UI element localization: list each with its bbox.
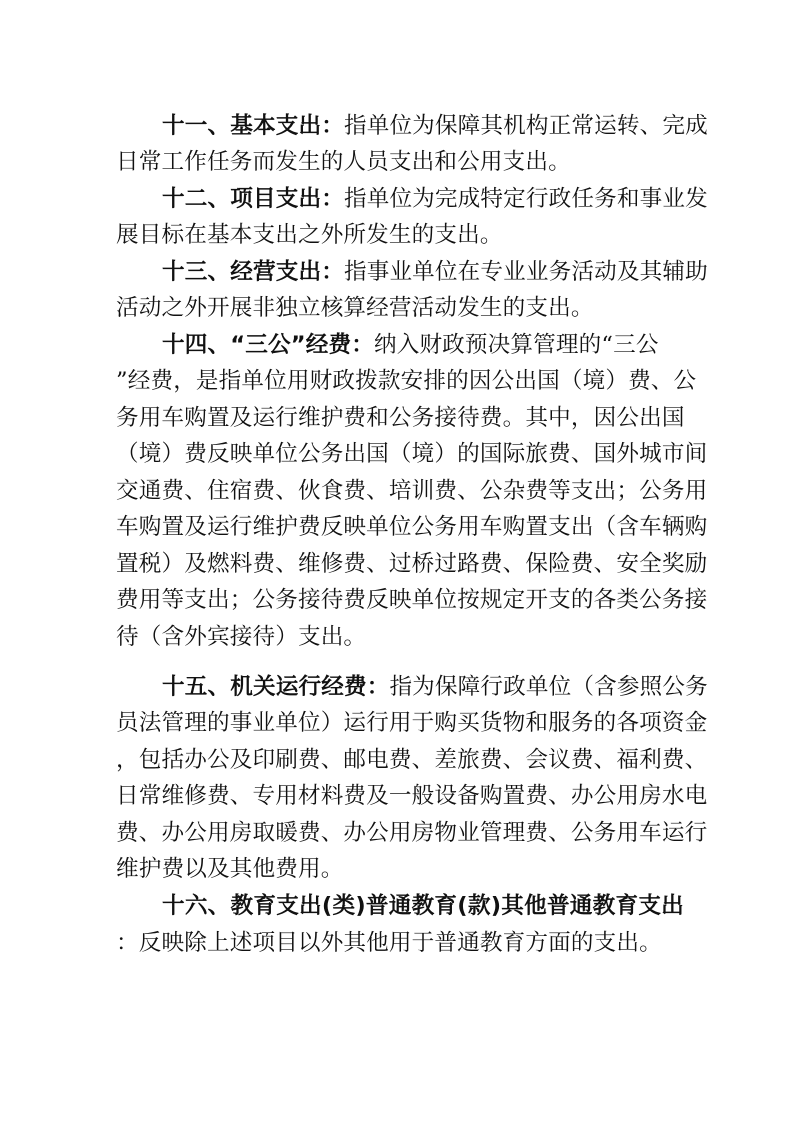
paragraph-line: （境）费反映单位公务出国（境）的国际旅费、国外城市间 [116,441,708,467]
paragraph-line: 车购置及运行维护费反映单位公务用车购置支出（含车辆购 [116,514,708,540]
section-term: 十六、教育支出(类)普通教育(款)其他普通教育支出 [162,893,685,919]
paragraph-line: 费用等支出；公务接待费反映单位按规定开支的各类公务接 [116,587,708,613]
paragraph-line: 展目标在基本支出之外所发生的支出。 [116,222,503,248]
paragraph-line: 待（含外宾接待）支出。 [116,624,367,650]
section-text: 指单位为完成特定行政任务和事业发 [343,186,708,212]
section-term: 十三、经营支出： [162,259,344,285]
section-text: 指为保障行政单位（含参照公务 [389,674,708,700]
section-term: 十四、“三公”经费： [162,332,374,358]
paragraph-line [162,892,684,920]
section-text: 纳入财政预决算管理的“三公 [373,332,659,358]
paragraph-line [162,112,708,140]
paragraph-line: 日常维修费、专用材料费及一般设备购置费、办公用房水电 [116,783,708,809]
paragraph-line [162,258,708,286]
paragraph-line: 维护费以及其他费用。 [116,856,344,882]
paragraph-line: ”经费，是指单位用财政拨款安排的因公出国（境）费、公 [116,368,697,394]
section-text: 指单位为保障其机构正常运转、完成 [343,113,708,139]
paragraph-line [162,185,708,213]
paragraph-line: ：反映除上述项目以外其他用于普通教育方面的支出。 [116,930,662,956]
section-term: 十一、基本支出： [162,113,344,139]
paragraph-line: 费、办公用房取暖费、办公用房物业管理费、公务用车运行 [116,820,708,846]
paragraph-line: 日常工作任务而发生的人员支出和公用支出。 [116,149,571,175]
paragraph-line: 活动之外开展非独立核算经营活动发生的支出。 [116,295,594,321]
paragraph-line: 员法管理的事业单位）运行用于购买货物和服务的各项资金 [116,710,708,736]
paragraph-line [162,673,708,701]
section-term: 十五、机关运行经费： [162,674,390,700]
paragraph-line [162,331,659,359]
section-text: 指事业单位在专业业务活动及其辅助 [343,259,708,285]
paragraph-line: 交通费、住宿费、伙食费、培训费、公杂费等支出；公务用 [116,478,708,504]
section-term: 十二、项目支出： [162,186,344,212]
paragraph-line: ，包括办公及印刷费、邮电费、差旅费、会议费、福利费、 [116,747,708,773]
paragraph-line: 置税）及燃料费、维修费、过桥过路费、保险费、安全奖励 [116,551,708,577]
paragraph-line: 务用车购置及运行维护费和公务接待费。其中，因公出国 [116,405,685,431]
